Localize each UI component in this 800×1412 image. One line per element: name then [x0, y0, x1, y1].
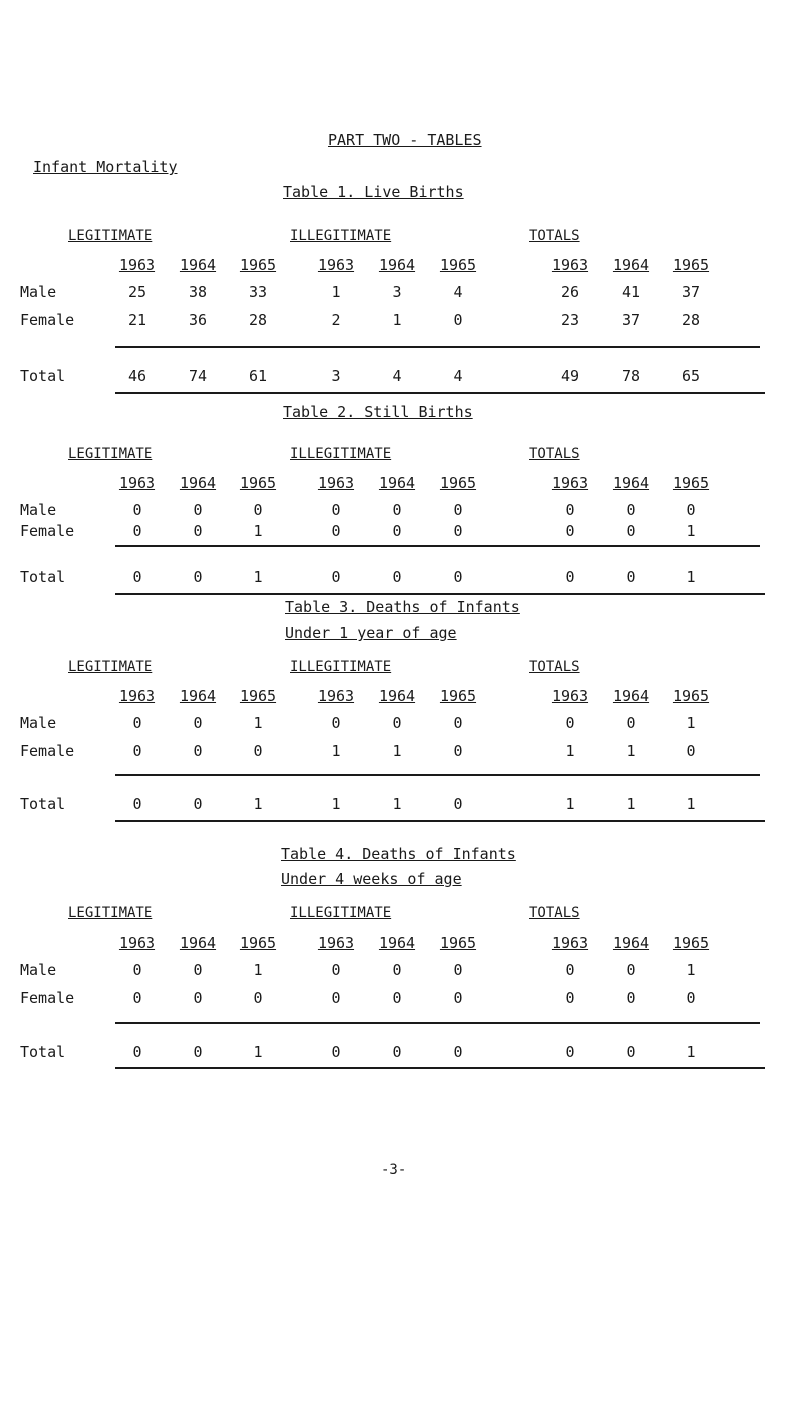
year-header: 1963: [551, 474, 589, 492]
table-cell: 25: [127, 283, 147, 301]
table-cell: 0: [626, 961, 636, 979]
total-cell: 1: [253, 1043, 263, 1061]
table-cell: 21: [127, 311, 147, 329]
table-rule: [115, 1022, 760, 1024]
table-cell: 23: [560, 311, 580, 329]
row-label: Female: [20, 522, 75, 540]
table-rule: [115, 820, 765, 822]
table-cell: 0: [686, 501, 696, 519]
row-label: Male: [20, 501, 57, 519]
year-header: 1964: [612, 256, 650, 274]
table-cell: 0: [686, 742, 696, 760]
year-header: 1964: [612, 474, 650, 492]
table-cell: 0: [253, 501, 263, 519]
total-cell: 46: [127, 367, 147, 385]
table-cell: 37: [621, 311, 641, 329]
table-cell: 0: [392, 522, 402, 540]
total-cell: 0: [193, 1043, 203, 1061]
year-header: 1964: [378, 474, 416, 492]
year-header: 1964: [179, 934, 217, 952]
table-cell: 0: [331, 714, 341, 732]
table-cell: 0: [193, 501, 203, 519]
table-cell: 0: [453, 714, 463, 732]
table-cell: 36: [188, 311, 208, 329]
total-cell: 1: [253, 795, 263, 813]
table-cell: 0: [132, 742, 142, 760]
group-header-legitimate: LEGITIMATE: [68, 446, 153, 462]
year-header: 1965: [239, 934, 277, 952]
table-cell: 0: [453, 989, 463, 1007]
table-cell: 0: [626, 522, 636, 540]
table-cell: 0: [193, 961, 203, 979]
total-cell: 0: [193, 568, 203, 586]
group-header-illegitimate: ILLEGITIMATE: [290, 446, 392, 462]
table-cell: 0: [132, 714, 142, 732]
table-cell: 1: [565, 742, 575, 760]
year-header: 1965: [672, 934, 710, 952]
table-cell: 28: [248, 311, 268, 329]
year-header: 1964: [179, 474, 217, 492]
table-cell: 3: [392, 283, 402, 301]
table-cell: 0: [453, 501, 463, 519]
total-label: Total: [20, 367, 66, 385]
table-cell: 1: [253, 961, 263, 979]
table-cell: 1: [626, 742, 636, 760]
total-cell: 0: [132, 795, 142, 813]
year-header: 1965: [672, 256, 710, 274]
table-rule: [115, 1067, 765, 1069]
row-label: Female: [20, 989, 75, 1007]
table-cell: 37: [681, 283, 701, 301]
table-cell: 1: [686, 961, 696, 979]
table-cell: 4: [453, 283, 463, 301]
year-header: 1963: [317, 687, 355, 705]
table-subcaption: Under 1 year of age: [285, 624, 457, 642]
table-cell: 0: [392, 501, 402, 519]
table-cell: 0: [565, 714, 575, 732]
year-header: 1964: [179, 687, 217, 705]
table-cell: 0: [193, 522, 203, 540]
total-cell: 0: [565, 568, 575, 586]
group-header-illegitimate: ILLEGITIMATE: [290, 659, 392, 675]
table-cell: 1: [686, 714, 696, 732]
page-number: -3-: [381, 1162, 407, 1178]
table-cell: 26: [560, 283, 580, 301]
table-caption: Table 2. Still Births: [283, 403, 473, 421]
group-header-totals: TOTALS: [529, 905, 580, 921]
total-cell: 0: [132, 1043, 142, 1061]
total-cell: 1: [565, 795, 575, 813]
table-cell: 0: [565, 501, 575, 519]
table-cell: 0: [253, 742, 263, 760]
table-cell: 0: [331, 989, 341, 1007]
year-header: 1963: [118, 256, 156, 274]
table-cell: 0: [392, 961, 402, 979]
table-cell: 1: [331, 742, 341, 760]
table-cell: 0: [453, 311, 463, 329]
total-cell: 0: [626, 1043, 636, 1061]
year-header: 1965: [239, 687, 277, 705]
table-cell: 0: [193, 714, 203, 732]
year-header: 1964: [612, 687, 650, 705]
total-label: Total: [20, 1043, 66, 1061]
total-cell: 1: [331, 795, 341, 813]
group-header-totals: TOTALS: [529, 659, 580, 675]
total-label: Total: [20, 795, 66, 813]
total-cell: 1: [686, 568, 696, 586]
table-rule: [115, 774, 760, 776]
total-cell: 1: [253, 568, 263, 586]
year-header: 1965: [239, 474, 277, 492]
total-cell: 61: [248, 367, 268, 385]
year-header: 1965: [439, 687, 477, 705]
total-cell: 74: [188, 367, 208, 385]
year-header: 1964: [378, 934, 416, 952]
total-cell: 1: [626, 795, 636, 813]
row-label: Male: [20, 714, 57, 732]
total-cell: 0: [392, 568, 402, 586]
row-label: Male: [20, 283, 57, 301]
table-subcaption: Under 4 weeks of age: [281, 870, 462, 888]
table-cell: 0: [453, 742, 463, 760]
group-header-legitimate: LEGITIMATE: [68, 228, 153, 244]
table-cell: 1: [686, 522, 696, 540]
table-cell: 28: [681, 311, 701, 329]
table-rule: [115, 545, 760, 547]
year-header: 1963: [317, 256, 355, 274]
table-cell: 0: [565, 961, 575, 979]
total-cell: 0: [626, 568, 636, 586]
year-header: 1965: [672, 474, 710, 492]
row-label: Female: [20, 742, 75, 760]
group-header-illegitimate: ILLEGITIMATE: [290, 905, 392, 921]
group-header-totals: TOTALS: [529, 446, 580, 462]
table-cell: 0: [626, 714, 636, 732]
year-header: 1965: [672, 687, 710, 705]
table-cell: 0: [193, 989, 203, 1007]
table-cell: 38: [188, 283, 208, 301]
year-header: 1964: [179, 256, 217, 274]
total-cell: 0: [331, 1043, 341, 1061]
table-cell: 1: [331, 283, 341, 301]
table-cell: 33: [248, 283, 268, 301]
table-rule: [115, 593, 765, 595]
row-label: Female: [20, 311, 75, 329]
table-cell: 0: [132, 989, 142, 1007]
table-cell: 0: [453, 961, 463, 979]
total-label: Total: [20, 568, 66, 586]
total-cell: 0: [331, 568, 341, 586]
year-header: 1963: [317, 474, 355, 492]
year-header: 1965: [239, 256, 277, 274]
total-cell: 1: [686, 1043, 696, 1061]
section-heading: Infant Mortality: [33, 158, 178, 176]
year-header: 1965: [439, 474, 477, 492]
table-cell: 0: [132, 522, 142, 540]
group-header-totals: TOTALS: [529, 228, 580, 244]
table-caption: Table 1. Live Births: [283, 183, 464, 201]
table-cell: 0: [686, 989, 696, 1007]
table-cell: 0: [392, 714, 402, 732]
table-cell: 2: [331, 311, 341, 329]
year-header: 1965: [439, 256, 477, 274]
total-cell: 0: [453, 795, 463, 813]
table-rule: [115, 392, 765, 394]
total-cell: 0: [453, 568, 463, 586]
year-header: 1963: [317, 934, 355, 952]
total-cell: 3: [331, 367, 341, 385]
table-cell: 0: [193, 742, 203, 760]
table-cell: 1: [392, 311, 402, 329]
row-label: Male: [20, 961, 57, 979]
year-header: 1963: [551, 934, 589, 952]
table-cell: 41: [621, 283, 641, 301]
table-cell: 0: [392, 989, 402, 1007]
group-header-legitimate: LEGITIMATE: [68, 659, 153, 675]
total-cell: 78: [621, 367, 641, 385]
table-cell: 0: [565, 522, 575, 540]
table-caption: Table 4. Deaths of Infants: [281, 845, 516, 863]
total-cell: 4: [453, 367, 463, 385]
table-cell: 1: [253, 522, 263, 540]
table-cell: 0: [331, 961, 341, 979]
table-cell: 0: [565, 989, 575, 1007]
table-cell: 0: [331, 501, 341, 519]
year-header: 1965: [439, 934, 477, 952]
total-cell: 49: [560, 367, 580, 385]
year-header: 1963: [551, 256, 589, 274]
table-caption: Table 3. Deaths of Infants: [285, 598, 520, 616]
total-cell: 0: [392, 1043, 402, 1061]
total-cell: 0: [453, 1043, 463, 1061]
total-cell: 0: [193, 795, 203, 813]
year-header: 1963: [118, 687, 156, 705]
table-cell: 0: [626, 989, 636, 1007]
year-header: 1963: [551, 687, 589, 705]
year-header: 1964: [378, 687, 416, 705]
total-cell: 0: [132, 568, 142, 586]
table-rule: [115, 346, 760, 348]
group-header-illegitimate: ILLEGITIMATE: [290, 228, 392, 244]
table-cell: 0: [331, 522, 341, 540]
total-cell: 0: [565, 1043, 575, 1061]
table-cell: 1: [392, 742, 402, 760]
group-header-legitimate: LEGITIMATE: [68, 905, 153, 921]
table-cell: 0: [253, 989, 263, 1007]
table-cell: 0: [453, 522, 463, 540]
year-header: 1964: [612, 934, 650, 952]
year-header: 1964: [378, 256, 416, 274]
table-cell: 0: [132, 961, 142, 979]
year-header: 1963: [118, 934, 156, 952]
table-cell: 0: [132, 501, 142, 519]
page-title: PART TWO - TABLES: [328, 131, 482, 149]
total-cell: 4: [392, 367, 402, 385]
table-cell: 1: [253, 714, 263, 732]
total-cell: 1: [392, 795, 402, 813]
table-cell: 0: [626, 501, 636, 519]
total-cell: 1: [686, 795, 696, 813]
year-header: 1963: [118, 474, 156, 492]
total-cell: 65: [681, 367, 701, 385]
